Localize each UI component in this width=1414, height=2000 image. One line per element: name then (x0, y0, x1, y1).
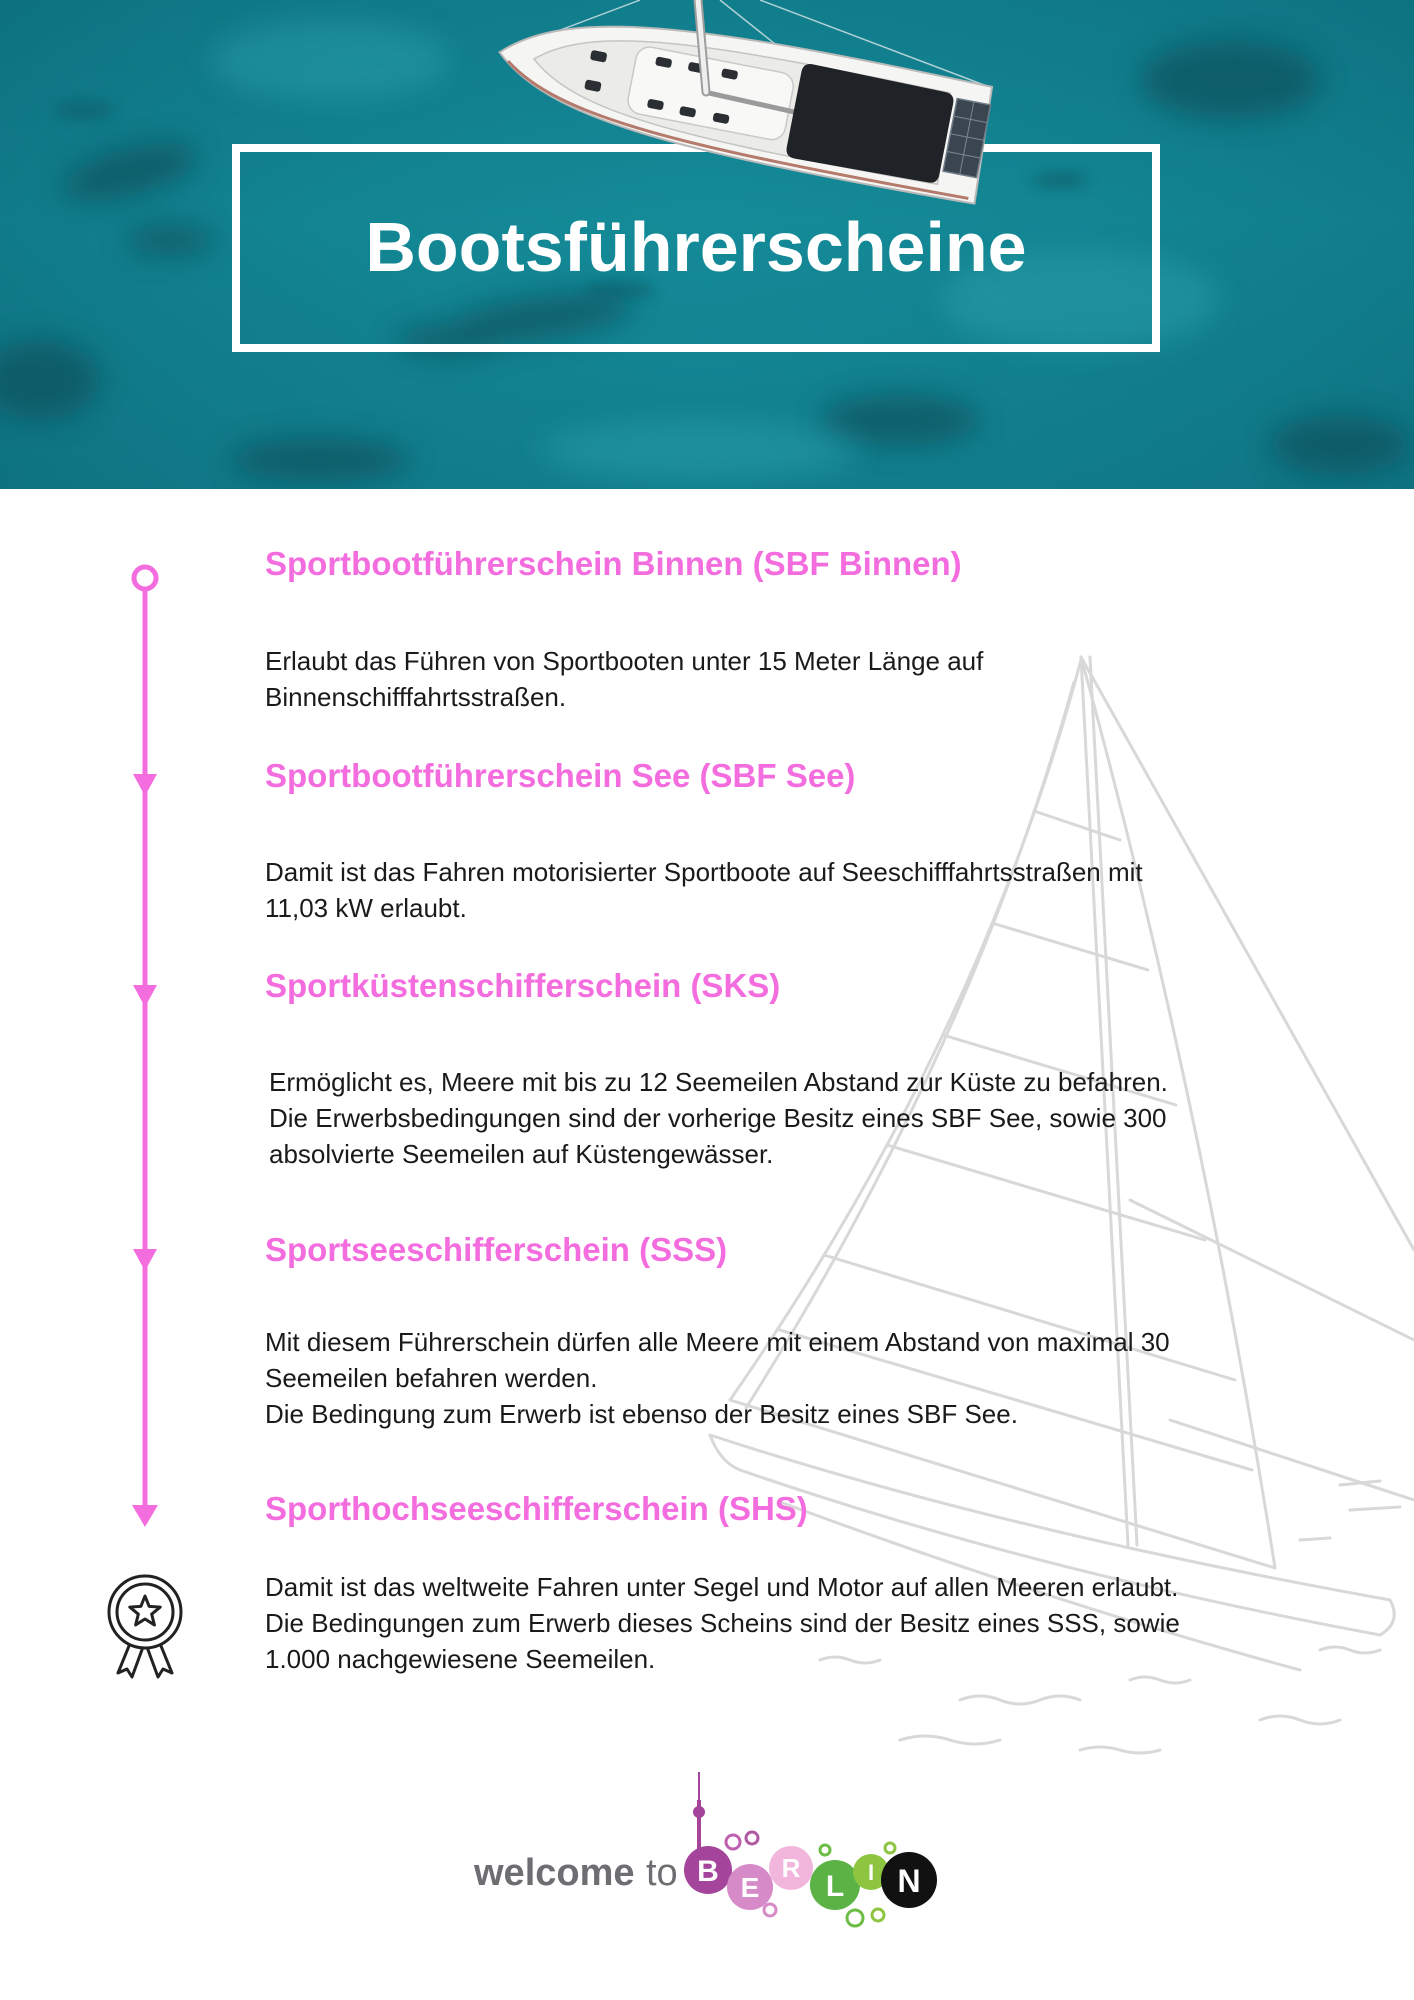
text-line: absolvierte Seemeilen auf Küstengewässer. (269, 1139, 774, 1169)
logo-letter-i: I (867, 1860, 875, 1885)
logo-letter-e: E (740, 1872, 760, 1903)
license-heading-shs: Sporthochseeschifferschein (SHS) (265, 1490, 808, 1527)
arrow-down-icon (132, 1505, 158, 1527)
text-line: Die Erwerbsbedingungen sind der vorherige Besitz eines SBF See, sowie 300 (269, 1103, 1167, 1133)
text-line: 11,03 kW erlaubt. (265, 893, 467, 923)
license-heading-sks: Sportküstenschifferschein (SKS) (265, 967, 781, 1004)
text-line: Erlaubt das Führen von Sportbooten unter 15 Meter Länge auf (265, 646, 984, 676)
license-text-sbf-binnen (265, 643, 983, 715)
arrow-down-icon (133, 1249, 157, 1271)
license-heading-sbf-see: Sportbootführerschein See (SBF See) (265, 757, 856, 794)
logo-letter-r: R (781, 1853, 801, 1883)
logo-letter-n: N (897, 1863, 921, 1899)
arrow-down-icon (133, 985, 157, 1007)
text-line: Damit ist das weltweite Fahren unter Segel und Motor auf allen Meeren erlaubt. (265, 1572, 1179, 1602)
text-line: 1.000 nachgewiesene Seemeilen. (265, 1644, 656, 1674)
page-title: Bootsführerscheine (365, 208, 1027, 286)
text-line: Binnenschifffahrtsstraßen. (265, 682, 567, 712)
license-text-sks (269, 1064, 1168, 1172)
arrow-down-icon (133, 774, 157, 796)
license-heading-sbf-binnen: Sportbootführerschein Binnen (SBF Binnen) (265, 545, 962, 582)
berlin-tv-tower-icon (693, 1772, 705, 1852)
welcome-to-berlin-logo (460, 1770, 980, 1945)
logo-welcome-text: welcome (474, 1852, 635, 1894)
license-text-sss (265, 1324, 1170, 1432)
text-line: Mit diesem Führerschein dürfen alle Meere mit einem Abstand von maximal 30 (265, 1327, 1170, 1357)
license-heading-sss: Sportseeschifferschein (SSS) (265, 1231, 728, 1268)
text-line: Seemeilen befahren werden. (265, 1363, 598, 1393)
logo-to-text: to (646, 1852, 678, 1894)
text-line: Ermöglicht es, Meere mit bis zu 12 Seemeilen Abstand zur Küste zu befahren. (269, 1067, 1168, 1097)
award-medal-icon (100, 1565, 190, 1680)
sailboat-aerial-photo (0, 0, 1414, 489)
timeline (115, 560, 175, 1540)
license-text-sbf-see (265, 854, 1143, 926)
text-line: Die Bedingung zum Erwerb ist ebenso der Besitz eines SBF See. (265, 1399, 1018, 1429)
logo-letter-l: L (825, 1870, 845, 1903)
text-line: Damit ist das Fahren motorisierter Sportboote auf Seeschifffahrtsstraßen mit (265, 857, 1143, 887)
header-banner (0, 0, 1414, 489)
logo-letter-b: B (697, 1855, 719, 1888)
circle-node-icon (134, 567, 156, 589)
license-text-shs (265, 1569, 1180, 1677)
text-line: Die Bedingungen zum Erwerb dieses Scheins sind der Besitz eines SSS, sowie (265, 1608, 1180, 1638)
